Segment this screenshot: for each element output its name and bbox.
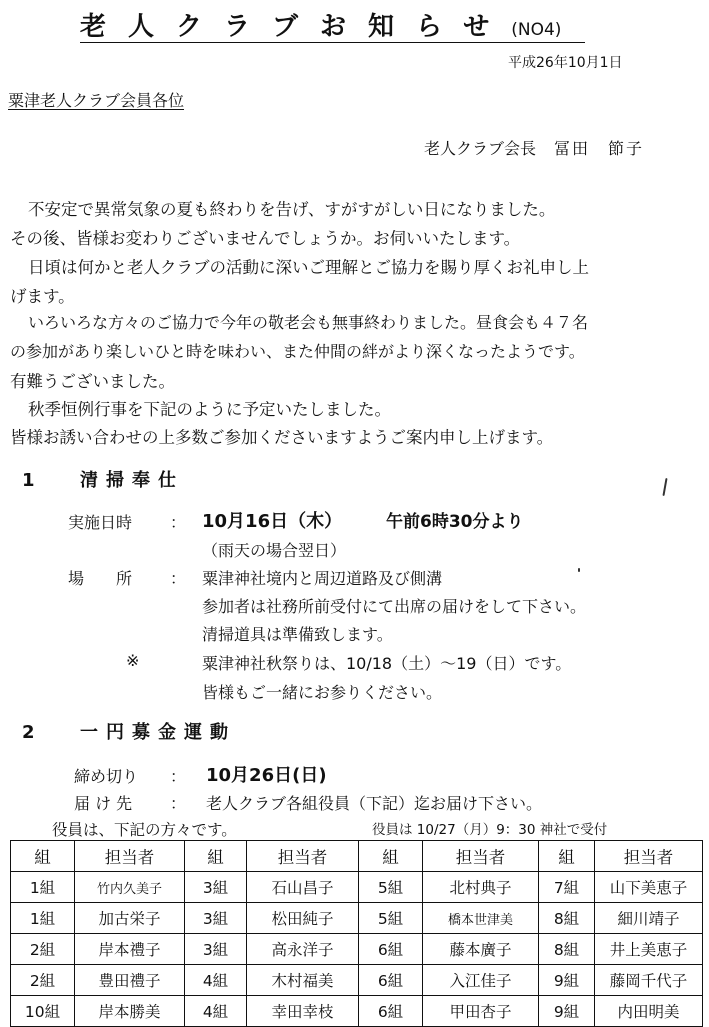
recipient: 粟津老人クラブ会員各位	[8, 91, 185, 110]
group-cell: 8組	[539, 934, 595, 965]
table-row	[11, 903, 703, 934]
event-time: 午前6時30分より	[386, 512, 524, 532]
officers-note: 役員は 10/27（月）9：30 神社で受付	[372, 822, 608, 838]
table-row	[11, 934, 703, 965]
body-line: の参加があり楽しいひと時を味わい、また仲間の絆がより深くなったようです。	[10, 342, 585, 361]
person-cell: 内田明美	[595, 996, 703, 1027]
group-cell: 3組	[185, 934, 247, 965]
person-cell: 橋本世津美	[423, 903, 539, 934]
group-cell: 6組	[359, 996, 423, 1027]
group-cell: 9組	[539, 965, 595, 996]
table-row	[11, 872, 703, 903]
section1-title: 清掃奉仕	[80, 470, 184, 491]
body-line: 不安定で異常気象の夏も終わりを告げ、すがすがしい日になりました。	[28, 200, 556, 219]
header-group: 組	[11, 841, 75, 872]
group-cell: 5組	[359, 903, 423, 934]
officers-intro: 役員は、下記の方々です。	[52, 821, 237, 839]
person-cell: 石山昌子	[247, 872, 359, 903]
person-cell: 岸本勝美	[75, 996, 185, 1027]
header-person: 担当者	[423, 841, 539, 872]
tools-note: 清掃道具は準備致します。	[202, 625, 393, 644]
title-text: 老人クラブお知らせ	[80, 12, 512, 42]
header-person: 担当者	[595, 841, 703, 872]
group-cell: 7組	[539, 872, 595, 903]
section2-number: 2	[22, 722, 35, 743]
header-person: 担当者	[247, 841, 359, 872]
section2-title: 一円募金運動	[80, 722, 236, 743]
sender-role: 老人クラブ会長	[424, 139, 537, 158]
destination-label: 届 け 先	[74, 794, 133, 813]
group-cell: 4組	[185, 965, 247, 996]
body-line: その後、皆様お変わりございませんでしょうか。お伺いいたします。	[10, 229, 521, 248]
deadline-value: 10月26日(日)	[206, 765, 327, 786]
date-label: 実施日時	[68, 513, 133, 532]
body-line: げます。	[10, 287, 75, 306]
section1-heading	[22, 466, 184, 492]
group-cell: 3組	[185, 872, 247, 903]
date-colon: ：	[170, 513, 187, 532]
group-cell: 8組	[539, 903, 595, 934]
title-underline	[80, 42, 585, 43]
person-cell: 岸本禮子	[75, 934, 185, 965]
body-line: 有難うございました。	[10, 372, 175, 391]
participant-note: 参加者は社務所前受付にて出席の届けをして下さい。	[202, 597, 587, 616]
page-title	[80, 6, 561, 43]
table-row	[11, 996, 703, 1027]
table-header-row	[11, 841, 703, 872]
group-cell: 4組	[185, 996, 247, 1027]
person-cell: 井上美恵子	[595, 934, 703, 965]
header-group: 組	[185, 841, 247, 872]
deadline-label: 締め切り	[74, 767, 139, 786]
sender	[424, 136, 644, 159]
festival-invite: 皆様もご一緒にお参りください。	[202, 683, 443, 702]
person-cell: 細川靖子	[595, 903, 703, 934]
person-cell: 豊田禮子	[75, 965, 185, 996]
destination-colon: ：	[170, 794, 187, 813]
group-cell: 9組	[539, 996, 595, 1027]
issue-date: 平成26年10月1日	[508, 55, 623, 71]
body-line: 皆様お誘い合わせの上多数ご参加くださいますようご案内申し上げます。	[10, 428, 554, 447]
header-group: 組	[359, 841, 423, 872]
body-line: いろいろな方々のご協力で今年の敬老会も無事終わりました。昼食会も４７名	[28, 313, 589, 332]
title-number: (NO4)	[511, 20, 562, 40]
place-label: 場 所	[68, 569, 133, 588]
person-cell: 高永洋子	[247, 934, 359, 965]
person-cell: 北村典子	[423, 872, 539, 903]
person-cell: 木村福美	[247, 965, 359, 996]
group-cell: 6組	[359, 965, 423, 996]
scan-mark	[662, 478, 667, 496]
person-cell: 加古栄子	[75, 903, 185, 934]
place-colon: ：	[170, 569, 187, 588]
person-cell: 幸田幸枝	[247, 996, 359, 1027]
section2-heading	[22, 718, 236, 744]
group-cell: 10組	[11, 996, 75, 1027]
sender-name: 冨田 節子	[554, 139, 645, 158]
person-cell: 甲田杏子	[423, 996, 539, 1027]
deadline-colon: ：	[170, 767, 187, 786]
group-cell: 2組	[11, 934, 75, 965]
person-cell: 藤岡千代子	[595, 965, 703, 996]
officers-table	[10, 840, 703, 1027]
person-cell: 竹内久美子	[75, 872, 185, 903]
note-mark: ※	[126, 651, 140, 670]
person-cell: 松田純子	[247, 903, 359, 934]
table-row	[11, 965, 703, 996]
event-date: 10月16日（木）	[202, 511, 343, 532]
body-line: 日頃は何かと老人クラブの活動に深いご理解とご協力を賜り厚くお礼申し上	[28, 258, 589, 277]
group-cell: 1組	[11, 872, 75, 903]
group-cell: 3組	[185, 903, 247, 934]
destination-value: 老人クラブ各組役員（下記）迄お届け下さい。	[206, 794, 543, 813]
scan-dot	[578, 568, 580, 572]
body-line: 秋季恒例行事を下記のように予定いたしました。	[28, 400, 391, 419]
header-person: 担当者	[75, 841, 185, 872]
person-cell: 山下美恵子	[595, 872, 703, 903]
group-cell: 5組	[359, 872, 423, 903]
header-group: 組	[539, 841, 595, 872]
group-cell: 1組	[11, 903, 75, 934]
festival-note: 粟津神社秋祭りは、10/18（土）～19（日）です。	[202, 654, 572, 673]
person-cell: 藤本廣子	[423, 934, 539, 965]
place-value: 粟津神社境内と周辺道路及び側溝	[202, 569, 443, 588]
person-cell: 入江佳子	[423, 965, 539, 996]
group-cell: 6組	[359, 934, 423, 965]
section1-number: 1	[22, 470, 35, 491]
rain-note: （雨天の場合翌日）	[202, 541, 347, 560]
group-cell: 2組	[11, 965, 75, 996]
